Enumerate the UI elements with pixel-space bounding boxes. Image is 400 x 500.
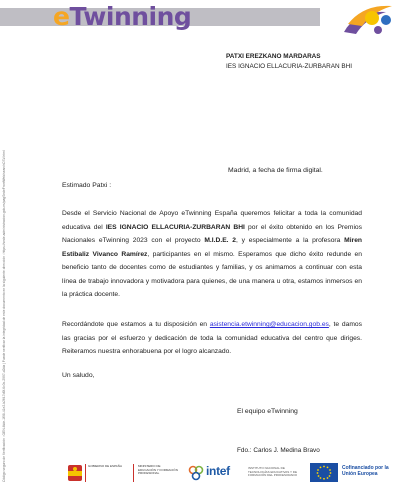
gov-separator-1	[85, 464, 86, 482]
gov-text-1: GOBIERNO DE ESPAÑA	[88, 464, 122, 468]
intef-wordmark: intef	[206, 464, 230, 478]
greeting: Estimado Patxi :	[62, 182, 112, 189]
body-paragraph-1	[62, 207, 362, 302]
project-name: M.I.D.E. 2	[204, 237, 237, 244]
p1-text-a: Desde el Servicio Nacional de Apoyo eTwinning España queremos felicitar a toda la comunidad educativa del	[62, 210, 362, 231]
signature-team: El equipo eTwinning	[237, 408, 298, 415]
eu-flag-icon	[310, 463, 338, 482]
recipient-name: PATXI EREZKANO MARDARAS	[226, 53, 321, 60]
body-paragraph-2	[62, 318, 362, 359]
eu-stars-icon	[310, 463, 338, 482]
p1-text-b: por el éxito obtenido en los Premios Nacionales eTwinning 2023 con el proyecto	[62, 223, 362, 244]
closing: Un saludo,	[62, 372, 95, 379]
etwinning-logo-text	[53, 2, 191, 32]
intef-subtitle: INSTITUTO NACIONAL DE TECNOLOGÍAS EDUCATIVAS Y DE FORMACIÓN DEL PROFESORADO	[248, 466, 298, 478]
spain-coat-of-arms-icon	[66, 463, 84, 483]
p1-text-d: , participantes en el mismo. Esperamos que dicho éxito redunde en beneficio tanto de docentes como de estudiantes y familias, y os animamos a continuar con esta línea de trabajo innovadora y motivadora para quienes, de una manera u otra, estamos inmersos en la práctica docente.	[62, 250, 363, 298]
footer-logos	[0, 459, 400, 491]
place-date: Madrid, a fecha de firma digital.	[228, 167, 323, 174]
eu-cofinanced-logo	[310, 462, 390, 484]
school-name: IES IGNACIO ELLACURIA-ZURBARAN BHI	[105, 223, 245, 231]
recipient-block	[226, 52, 352, 72]
gov-text-2: MINISTERIO DE EDUCACIÓN Y FORMACIÓN PROFESIONAL	[138, 464, 178, 476]
header	[0, 0, 400, 34]
etwinning-logo-graphic	[326, 0, 400, 40]
teacher-name: Miren Estibaliz Vivanco Ramírez	[62, 237, 362, 258]
recipient-institution: IES IGNACIO ELLACURIA-ZURBARAN BHI	[226, 63, 353, 70]
p2-text-b: , te damos las gracias por el esfuerzo y dedicación de toda la comunidad educativa del centro que diriges. Reiteramos nuestra enhorabuena por el logro alcanzado.	[62, 321, 362, 355]
gov-separator-2	[133, 464, 134, 482]
verification-side-text: Código seguro de Verificación : GEN-f4de-1f08-41e2-b26f-7d0f-6c0c-2997-d2da | Puede verificar la integridad de este documento en la siguiente dirección : https://sede.administracion.gob.es/pagSedeFrontWeb/searchCSV.html	[2, 150, 6, 482]
p1-text-c: , y especialmente a la profesora	[236, 237, 345, 244]
eu-text: Cofinanciado por la Unión Europea	[342, 465, 389, 477]
signature-signed: Fdo.: Carlos J. Medina Bravo	[237, 447, 320, 454]
government-logo	[66, 463, 176, 483]
logo-rest: Twinning	[69, 2, 192, 31]
p2-text-a: Recordándote que estamos a tu disposición en	[62, 321, 210, 328]
support-email-link[interactable]: asistencia.etwinning@educacion.gob.es	[209, 321, 329, 328]
intef-logo	[188, 463, 304, 483]
intef-rings-icon	[188, 465, 204, 481]
logo-e: e	[53, 2, 70, 31]
